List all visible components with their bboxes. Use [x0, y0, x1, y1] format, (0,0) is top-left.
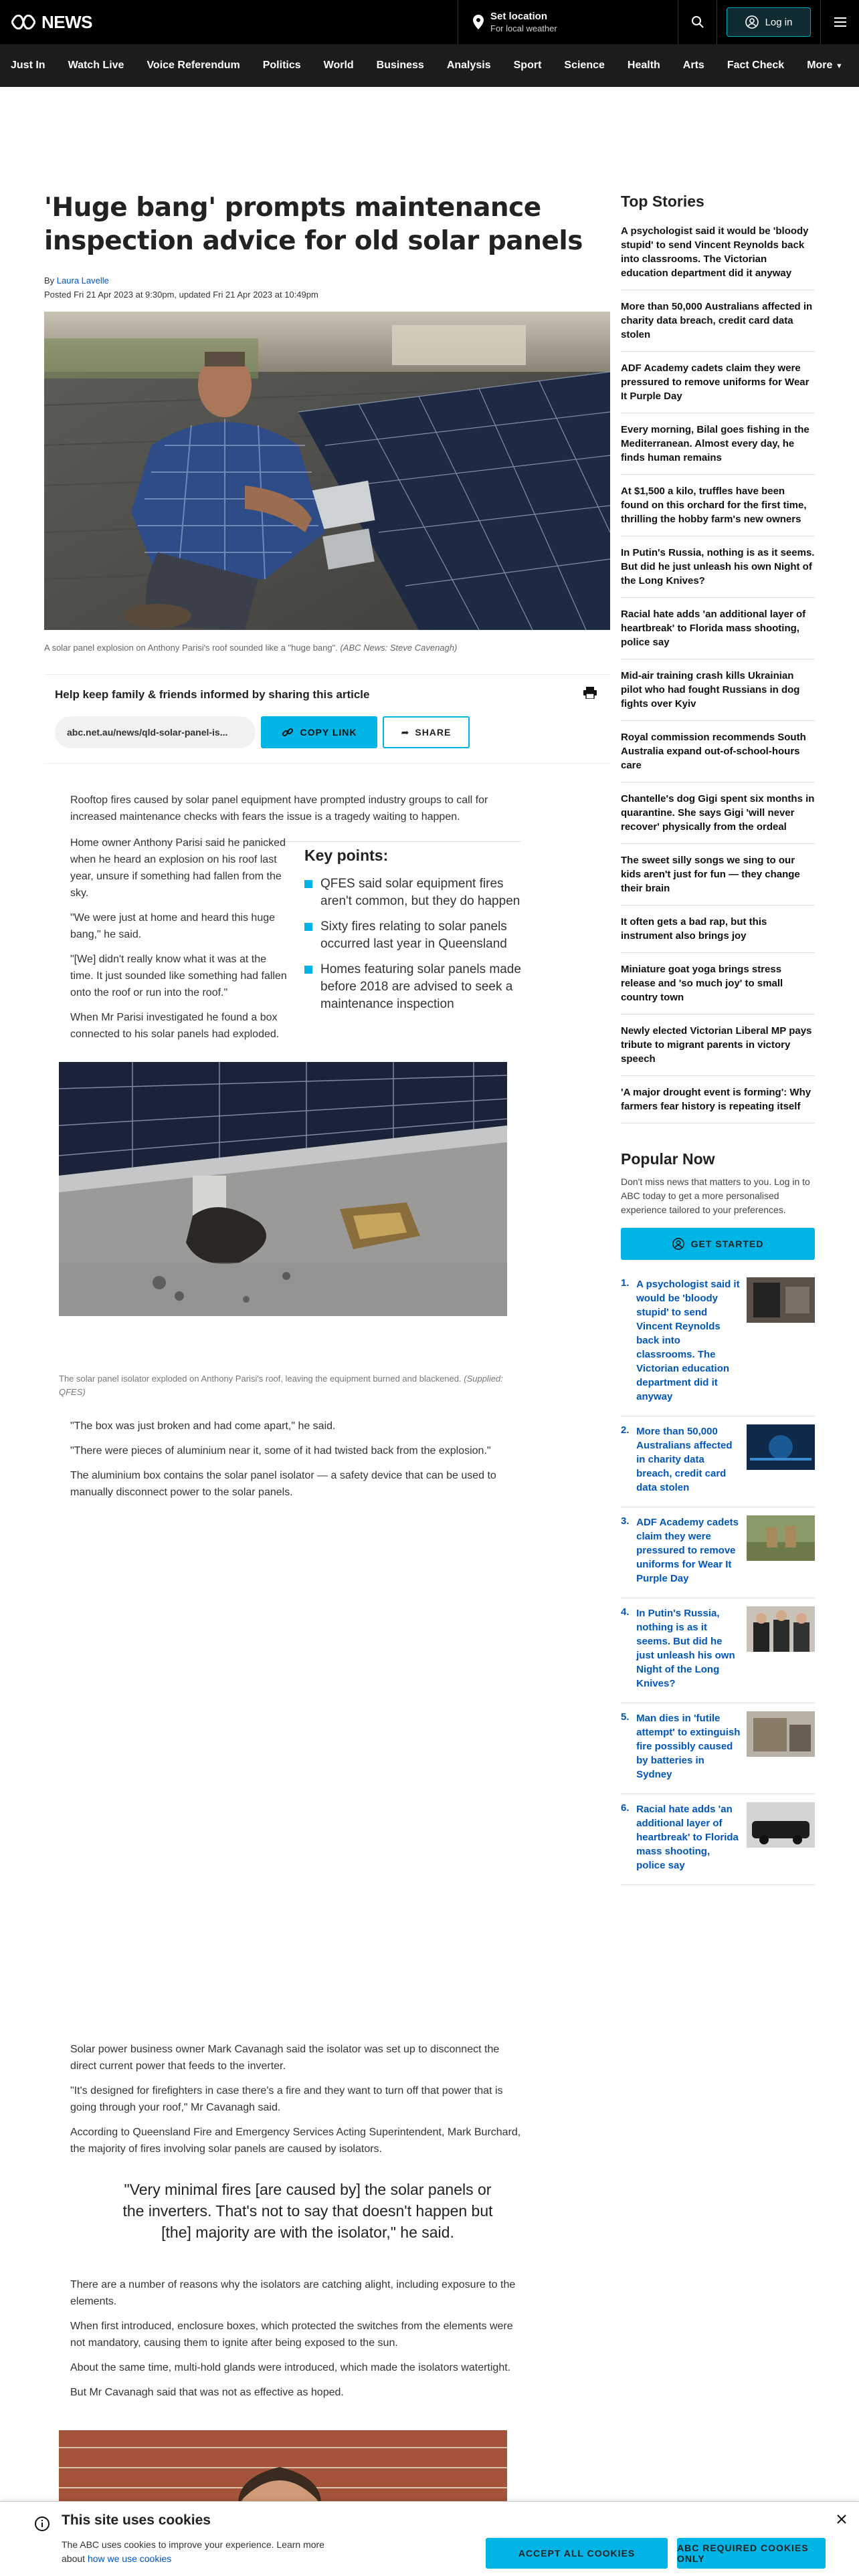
thumb-sydney-fire [747, 1711, 815, 1757]
nav-world[interactable]: World [323, 60, 354, 71]
accept-all-cookies-button[interactable]: ACCEPT ALL COOKIES [486, 2538, 668, 2569]
paragraph: The aluminium box contains the solar panel isolator — a safety device that can be used to manually disconnect power to the solar panels. [70, 1470, 496, 1498]
nav-business[interactable]: Business [376, 60, 424, 71]
nav-more-label: More [807, 60, 833, 71]
pull-quote: "Very minimal fires [are caused by] the solar panels or the inverters. That's not to say that doesn't happen but [the] majority are with the isolator," he said. [122, 2181, 493, 2241]
nav-politics[interactable]: Politics [262, 60, 301, 71]
cookie-description [62, 2538, 329, 2566]
top-story-link[interactable]: In Putin's Russia, nothing is as it seems. But did he just unleash his own Night of the Long Knives? [621, 536, 815, 597]
hero-caption [44, 642, 610, 654]
location-title: Set location [490, 11, 548, 22]
hero-image [44, 312, 610, 630]
get-started-button[interactable] [621, 1228, 815, 1260]
author-link[interactable]: Laura Lavelle [56, 276, 109, 286]
hero-caption-text: A solar panel explosion on Anthony Parisi's roof sounded like a "huge bang". [44, 643, 338, 653]
top-story-link[interactable]: It often gets a bad rap, but this instrument also brings joy [621, 905, 815, 952]
popular-link[interactable]: ADF Academy cadets claim they were pressured to remove uniforms for Wear It Purple Day [636, 1517, 739, 1584]
top-story-link[interactable]: 'A major drought event is forming': Why farmers fear history is repeating itself [621, 1075, 815, 1123]
hamburger-icon [834, 17, 846, 27]
user-icon [745, 15, 759, 29]
search-button[interactable] [678, 0, 717, 44]
bullet-square-icon [304, 966, 312, 974]
top-story-link[interactable]: A psychologist said it would be 'bloody stupid' to send Vincent Reynolds back into classrooms. The Victorian education department did it anyway [621, 225, 809, 279]
paragraph: About the same time, multi-hold glands were introduced, which made the isolators watertight. [70, 2362, 511, 2373]
top-story-link[interactable]: Chantelle's dog Gigi spent six months in quarantine. She says Gigi 'will never recover' physically from the ordeal [621, 782, 815, 843]
thumb-adf-cadets [747, 1515, 815, 1561]
paragraph: "There were pieces of aluminium near it, some of it had twisted back from the explosion." [70, 1445, 491, 1457]
paragraph: There are a number of reasons why the isolators are catching alight, including exposure to the elements. [70, 2279, 516, 2307]
popular-link[interactable]: Man dies in 'futile attempt' to extinguish fire possibly caused by batteries in Sydney [636, 1713, 741, 1780]
popular-thumbnail [747, 1606, 815, 1652]
cookie-close-button[interactable] [836, 2514, 847, 2528]
copy-link-button[interactable] [261, 716, 377, 748]
article-mid-section [70, 1418, 521, 1509]
isolator-credit: (Supplied: QFES) [59, 1374, 503, 1397]
popular-link[interactable]: Racial hate adds 'an additional layer of heartbreak' to Florida mass shooting, police say [636, 1804, 739, 1871]
popular-list [621, 1269, 815, 1885]
thumb-classroom [747, 1277, 815, 1323]
popular-link[interactable]: In Putin's Russia, nothing is as it seems. But did he just unleash his own Night of the Long Knives? [636, 1608, 735, 1689]
info-icon [35, 2516, 50, 2531]
thumb-data-breach [747, 1424, 815, 1470]
popular-thumbnail [747, 1277, 815, 1323]
key-point [304, 961, 521, 1013]
popular-rank: 4. [621, 1606, 630, 1618]
photo-burned-isolator [59, 1062, 507, 1316]
paragraph: According to Queensland Fire and Emergency Services Acting Superintendent, Mark Burchard, the majority of fires involving solar panels are caused by isolators. [70, 2127, 521, 2155]
nav-sport[interactable]: Sport [513, 60, 542, 71]
top-story-link[interactable]: At $1,500 a kilo, truffles have been found on this orchard for the first time, thrilling the hobby farm's new owners [621, 474, 815, 536]
popular-item[interactable] [621, 1794, 815, 1885]
popular-thumbnail [747, 1424, 815, 1470]
popular-item[interactable] [621, 1416, 815, 1507]
popular-thumbnail [747, 1802, 815, 1848]
login-button[interactable] [727, 7, 811, 37]
get-started-label: GET STARTED [690, 1239, 764, 1249]
cookie-title: This site uses cookies [62, 2512, 211, 2528]
top-story-link[interactable]: More than 50,000 Australians affected in charity data breach, credit card data stolen [621, 290, 815, 351]
sidebar [621, 174, 815, 1885]
top-stories-title: Top Stories [621, 193, 704, 210]
print-button[interactable] [583, 687, 597, 702]
nav-voice-referendum[interactable]: Voice Referendum [147, 60, 240, 71]
article-title: 'Huge bang' prompts maintenance inspection advice for old solar panels [44, 193, 583, 256]
nav-just-in[interactable]: Just In [11, 60, 45, 71]
nav-fact-check[interactable]: Fact Check [727, 60, 785, 71]
isolator-caption-text: The solar panel isolator exploded on Anthony Parisi's roof, leaving the equipment burned and blackened. [59, 1374, 462, 1384]
key-point [304, 875, 521, 910]
cookie-policy-link[interactable]: how we use cookies [87, 2553, 172, 2564]
key-point [304, 918, 521, 953]
thumb-florida-shooting [747, 1802, 815, 1848]
paragraph: "We were just at home and heard this huge bang," he said. [70, 912, 276, 940]
article-lower-section [70, 2041, 521, 2165]
top-story-link[interactable]: ADF Academy cadets claim they were pressured to remove uniforms for Wear It Purple Day [621, 351, 815, 413]
popular-thumbnail [747, 1515, 815, 1561]
location-subtitle: For local weather [490, 23, 557, 33]
share-title: Help keep family & friends informed by sharing this article [55, 688, 370, 701]
top-story-link[interactable]: Miniature goat yoga brings stress release and 'so much joy' to small country town [621, 952, 815, 1014]
thumb-putin [747, 1606, 815, 1652]
share-box [44, 674, 610, 764]
paragraph: But Mr Cavanagh said that was not as effective as hoped. [70, 2387, 344, 2398]
paragraph: Solar power business owner Mark Cavanagh said the isolator was set up to disconnect the direct current power that feeds to the inverter. [70, 2044, 500, 2072]
link-icon [282, 726, 294, 738]
logo-text: NEWS [41, 11, 92, 32]
popular-item[interactable] [621, 1269, 815, 1416]
article [44, 174, 610, 764]
top-story-link[interactable]: Newly elected Victorian Liberal MP pays tribute to migrant parents in victory speech [621, 1014, 815, 1075]
share-arrow-icon: ➦ [401, 726, 410, 738]
top-bar [0, 0, 859, 44]
required-cookies-only-button[interactable]: ABC REQUIRED COOKIES ONLY [677, 2538, 826, 2569]
burned-isolator-image [59, 1062, 507, 1316]
bullet-square-icon [304, 880, 312, 888]
top-story-link[interactable]: Mid-air training crash kills Ukrainian pilot who had fought Russians in dog fights over Kyiv [621, 659, 815, 720]
abc-news-logo[interactable] [11, 12, 92, 33]
key-points-box [304, 847, 521, 1021]
nav-analysis[interactable]: Analysis [446, 60, 491, 71]
search-icon [691, 15, 704, 29]
nav-more[interactable] [807, 60, 843, 72]
hero-photo-man-solar-panels [44, 312, 610, 630]
share-button[interactable] [383, 716, 470, 748]
top-stories-list [621, 215, 815, 1123]
popular-rank: 5. [621, 1711, 630, 1723]
byline-prefix: By [44, 276, 55, 286]
paragraph: When first introduced, enclosure boxes, which protected the switches from the elements were not mandatory, causing them to ignite after being exposed to the sun. [70, 2321, 513, 2349]
paragraph: Home owner Anthony Parisi said he panicked when he heard an explosion on his roof last year, unsure if something had fallen from the sky. [70, 837, 286, 899]
set-location-button[interactable] [458, 0, 678, 44]
login-label: Log in [765, 16, 793, 28]
top-story-link[interactable]: Royal commission recommends South Australia expand out-of-school-hours care [621, 720, 815, 782]
paragraph: "It's designed for firefighters in case there's a fire and they want to turn off that power that is going through your roof," Mr Cavanagh said. [70, 2085, 503, 2113]
popular-description: Don't miss news that matters to you. Log in to ABC today to get a more personalised experience tailored to your preferences. [621, 1176, 810, 1215]
menu-button[interactable] [820, 0, 859, 44]
nav-health[interactable]: Health [627, 60, 660, 71]
user-icon [672, 1238, 684, 1250]
popular-rank: 3. [621, 1515, 630, 1527]
paragraph: "[We] didn't really know what it was at the time. It just sounded like something had fallen onto the roof or run into the roof." [70, 954, 287, 998]
share-url-field[interactable]: abc.net.au/news/qld-solar-panel-is... [55, 716, 256, 748]
popular-rank: 2. [621, 1424, 630, 1436]
cookie-desc-text: The ABC uses cookies to improve your experience. Learn more about [62, 2539, 324, 2564]
paragraph: When Mr Parisi investigated he found a box connected to his solar panels had exploded. [70, 1012, 280, 1040]
article-tail-section [70, 2276, 521, 2409]
popular-now-title: Popular Now [621, 1150, 715, 1168]
popular-thumbnail [747, 1711, 815, 1757]
top-story-link[interactable]: Racial hate adds 'an additional layer of heartbreak' to Florida mass shooting, police say [621, 597, 815, 659]
key-points-title: Key points: [304, 847, 389, 864]
article-left-column [70, 835, 291, 1051]
bullet-square-icon [304, 923, 312, 931]
intro-paragraph: Rooftop fires caused by solar panel equipment have prompted industry groups to call for increased maintenance checks with fears the issue is a tragedy waiting to happen. [70, 794, 488, 823]
share-label: SHARE [415, 727, 452, 738]
print-icon [583, 687, 597, 699]
paragraph: "The box was just broken and had come apart," he said. [70, 1420, 336, 1432]
popular-rank: 6. [621, 1802, 630, 1814]
chevron-down-icon: ▼ [835, 62, 843, 70]
popular-link[interactable]: A psychologist said it would be 'bloody stupid' to send Vincent Reynolds back into classrooms. The Victorian education department did it anyway [636, 1279, 740, 1402]
key-point-text: Sixty fires relating to solar panels occurred last year in Queensland [320, 920, 507, 951]
popular-rank: 1. [621, 1277, 630, 1289]
hero-credit: (ABC News: Steve Cavenagh) [340, 643, 458, 653]
popular-item[interactable] [621, 1703, 815, 1794]
popular-link[interactable]: More than 50,000 Australians affected in charity data breach, credit card data stolen [636, 1426, 733, 1493]
isolator-caption [59, 1372, 507, 1399]
nav-science[interactable]: Science [564, 60, 605, 71]
location-pin-icon [473, 15, 484, 29]
top-story-link[interactable]: Every morning, Bilal goes fishing in the Mediterranean. Almost every day, he finds human remains [621, 413, 815, 474]
key-point-text: Homes featuring solar panels made before 2018 are advised to seek a maintenance inspection [320, 962, 521, 1011]
popular-item[interactable] [621, 1507, 815, 1598]
close-icon [836, 2514, 847, 2525]
cookie-banner [0, 2501, 859, 2576]
byline [44, 276, 610, 286]
key-point-text: QFES said solar equipment fires aren't common, but they do happen [320, 877, 520, 908]
nav-arts[interactable]: Arts [682, 60, 704, 71]
abc-logo-icon [11, 15, 36, 29]
posted-date: Posted Fri 21 Apr 2023 at 9:30pm, updated Fri 21 Apr 2023 at 10:49pm [44, 290, 318, 300]
top-story-link[interactable]: The sweet silly songs we sing to our kids aren't just for fun — they change their brain [621, 843, 815, 905]
nav-watch-live[interactable]: Watch Live [68, 60, 124, 71]
main-nav [0, 44, 859, 87]
popular-item[interactable] [621, 1598, 815, 1703]
copy-link-label: COPY LINK [300, 727, 357, 738]
